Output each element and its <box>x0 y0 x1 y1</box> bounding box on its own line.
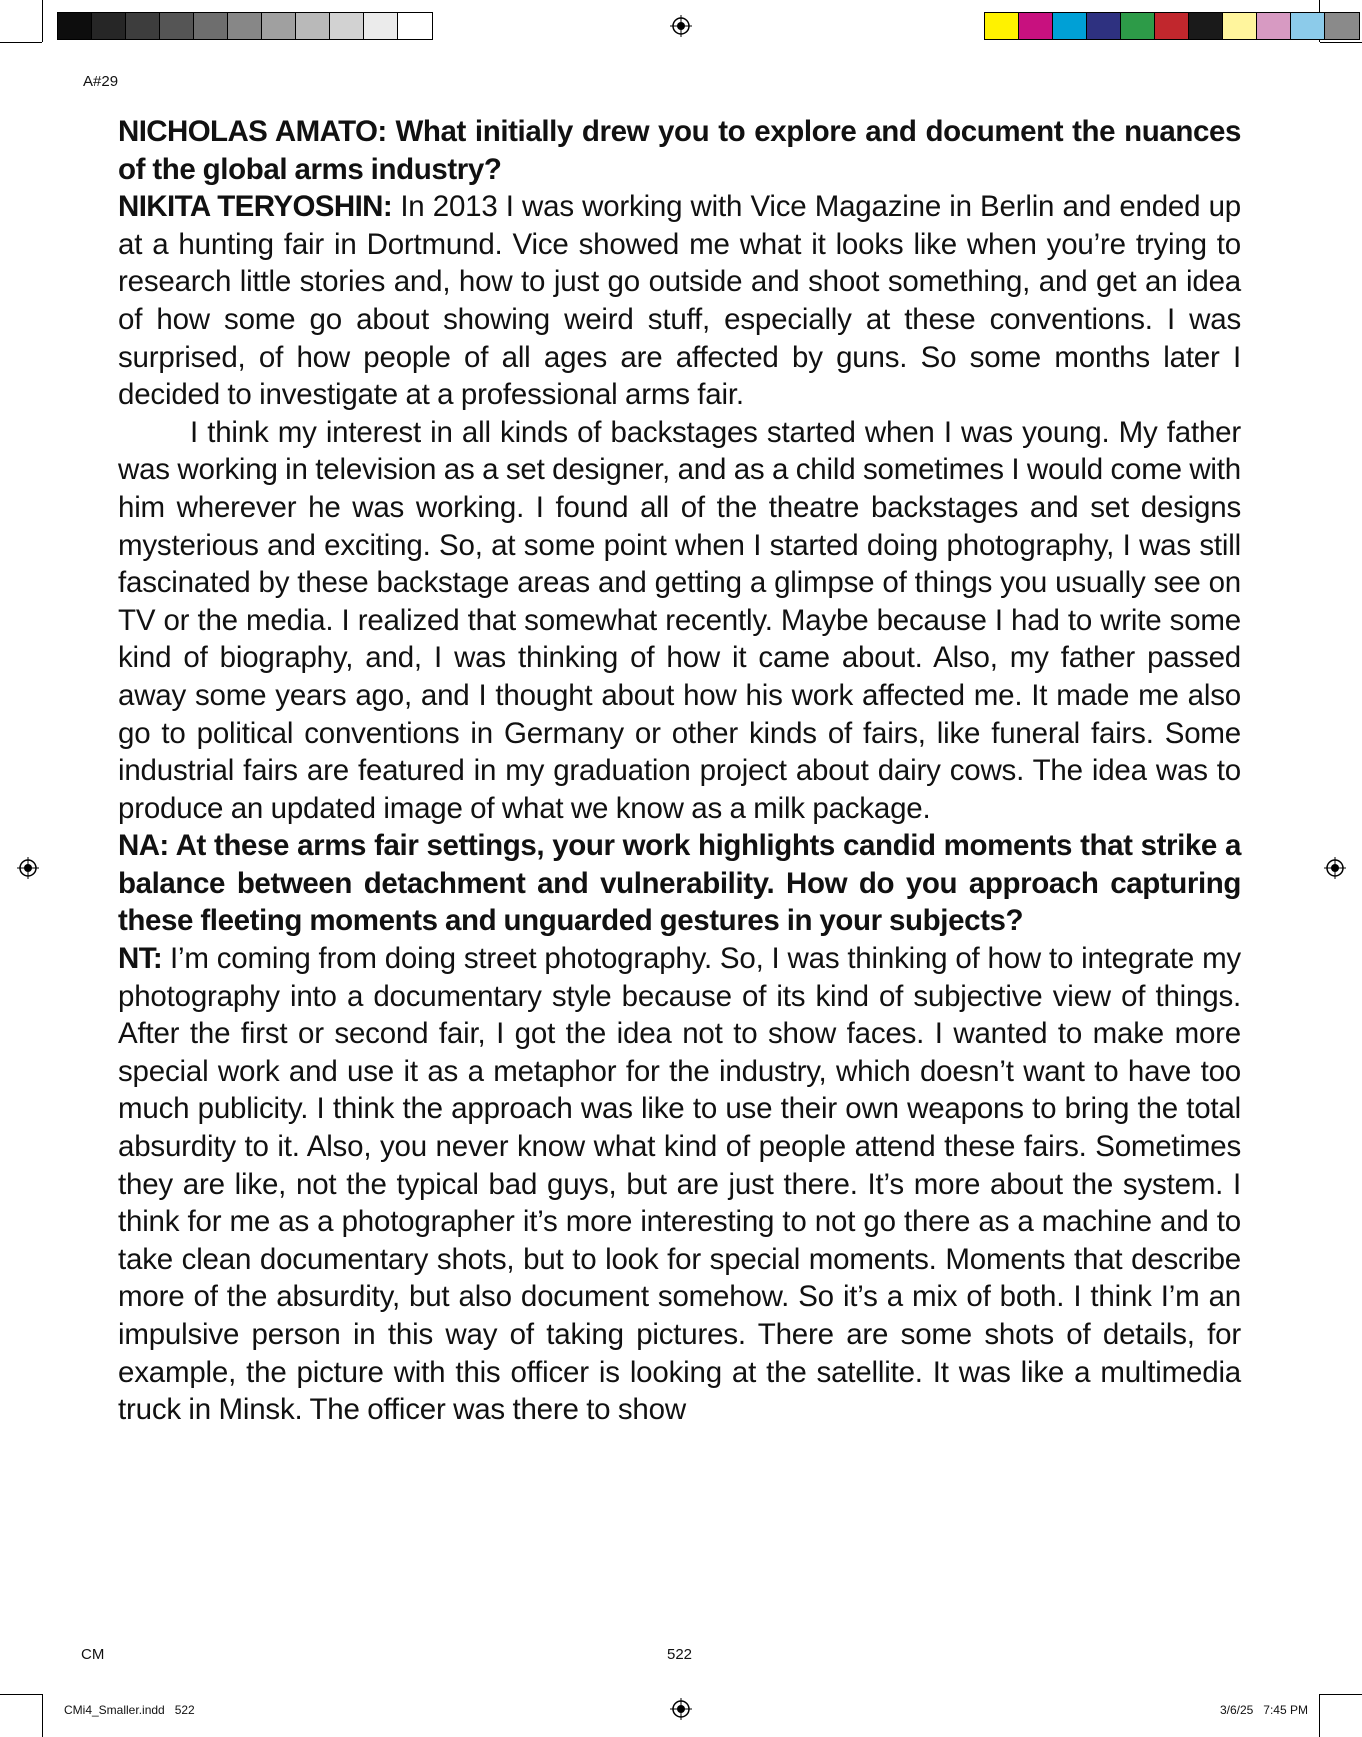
gray-step-swatch <box>296 13 330 39</box>
color-swatch <box>1325 13 1359 39</box>
answer-text: In 2013 I was working with Vice Magazine in Berlin and ended up at a hunting fair in Dortmund. Vice showed me what it looks like when you’re trying to research little stories and, how to just go outside and shoot something, and get an idea of how some go about showing weird stuff, especially at these conventions. I was surprised, of how people of all ages are affected by guns. So some months later I decided to investigate at a professional arms fair. <box>118 190 1241 412</box>
answer-text: I’m coming from doing street photography. So, I was thinking of how to integrate my photography into a documentary style because of its kind of subjective view of things. After the first or second fair, I got the idea not to show faces. I wanted to make more special work and use it as a metaphor for the industry, which doesn’t want to have too much publicity. I think the approach was like to use their own weapons to bring the total absurdity to it. Also, you never know what kind of people attend these fairs. Sometimes they are like, not the typical bad guys, but are just there. It’s more about the system. I think for me as a photographer it’s more interesting to not go there as a machine and to take clean documentary shots, but to look for special moments. Moments that describe more of the absurdity, but also document somehow. So it’s a mix of both. I think I’m an impulsive person in this way of taking pictures. There are some shots of details, for example, the picture with this officer is looking at the satellite. It was like a multimedia truck in Minsk. The officer was there to show <box>118 942 1241 1427</box>
answer-1-paragraph-2: I think my interest in all kinds of backstages started when I was young. My father was working in television as a set designer, and as a child sometimes I would come with him wherever he was working. I found all of the theatre backstages and set designs mysterious and exciting. So, at some point when I started doing photography, I was still fascinated by these backstage areas and getting a glimpse of things you usually see on TV or the media. I realized that somewhat recently. Maybe because I had to write some kind of biography, and, I was thinking of how it came about. Also, my father passed away some years ago, and I thought about how his work affected me. It made me also go to political conventions in Germany or other kinds of fairs, like funeral fairs. Some industrial fairs are featured in my graduation project about dairy cows. The idea was to produce an updated image of what we know as a milk package. <box>118 415 1241 825</box>
gray-step-swatch <box>126 13 160 39</box>
color-swatch <box>1121 13 1155 39</box>
slug-timestamp: 3/6/25 7:45 PM <box>1219 1703 1308 1717</box>
gray-step-swatch <box>92 13 126 39</box>
color-swatch <box>1155 13 1189 39</box>
interview-article <box>118 113 1241 1429</box>
page-number: 522 <box>667 1646 693 1663</box>
grayscale-calibration-bar <box>57 12 433 40</box>
registration-mark-icon <box>1324 857 1346 879</box>
speaker-name: NA: <box>118 829 169 863</box>
speaker-name: NT: <box>118 942 163 976</box>
speaker-name: NICHOLAS AMATO: <box>118 115 387 148</box>
crop-mark <box>42 0 43 42</box>
registration-mark-icon <box>670 1698 692 1720</box>
color-swatch <box>1257 13 1291 39</box>
crop-mark <box>1320 1694 1362 1695</box>
crop-mark <box>1320 42 1362 43</box>
gray-step-swatch <box>58 13 92 39</box>
slug-filename: CMi4_Smaller.indd 522 <box>64 1703 195 1717</box>
question-text: What initially drew you to explore and document the nuances of the global arms industry? <box>118 115 1241 186</box>
section-label: A#29 <box>83 73 119 90</box>
question-text: At these arms fair settings, your work highlights candid moments that strike a balance between detachment and vulnerability. How do you approach capturing these fleeting moments and unguarded gestures in your subjects? <box>118 829 1241 938</box>
gray-step-swatch <box>262 13 296 39</box>
color-swatch <box>1019 13 1053 39</box>
gray-step-swatch <box>160 13 194 39</box>
question-1 <box>118 113 1241 188</box>
registration-mark-icon <box>17 857 39 879</box>
gray-step-swatch <box>228 13 262 39</box>
gray-step-swatch <box>194 13 228 39</box>
answer-2 <box>118 940 1241 1429</box>
gray-step-swatch <box>364 13 398 39</box>
crop-mark <box>0 1694 42 1695</box>
color-swatch <box>1291 13 1325 39</box>
color-swatch <box>1087 13 1121 39</box>
gray-step-swatch <box>398 13 432 39</box>
color-swatch <box>985 13 1019 39</box>
crop-mark <box>0 42 42 43</box>
color-calibration-bar <box>984 12 1360 40</box>
color-swatch <box>1053 13 1087 39</box>
footer-label: CM <box>81 1646 105 1663</box>
speaker-name: NIKITA TERYOSHIN: <box>118 190 393 224</box>
gray-step-swatch <box>330 13 364 39</box>
crop-mark <box>1319 1694 1320 1737</box>
color-swatch <box>1223 13 1257 39</box>
crop-mark <box>42 1694 43 1737</box>
answer-1 <box>118 188 1241 414</box>
question-2 <box>118 827 1241 940</box>
color-swatch <box>1189 13 1223 39</box>
registration-mark-icon <box>670 15 692 37</box>
